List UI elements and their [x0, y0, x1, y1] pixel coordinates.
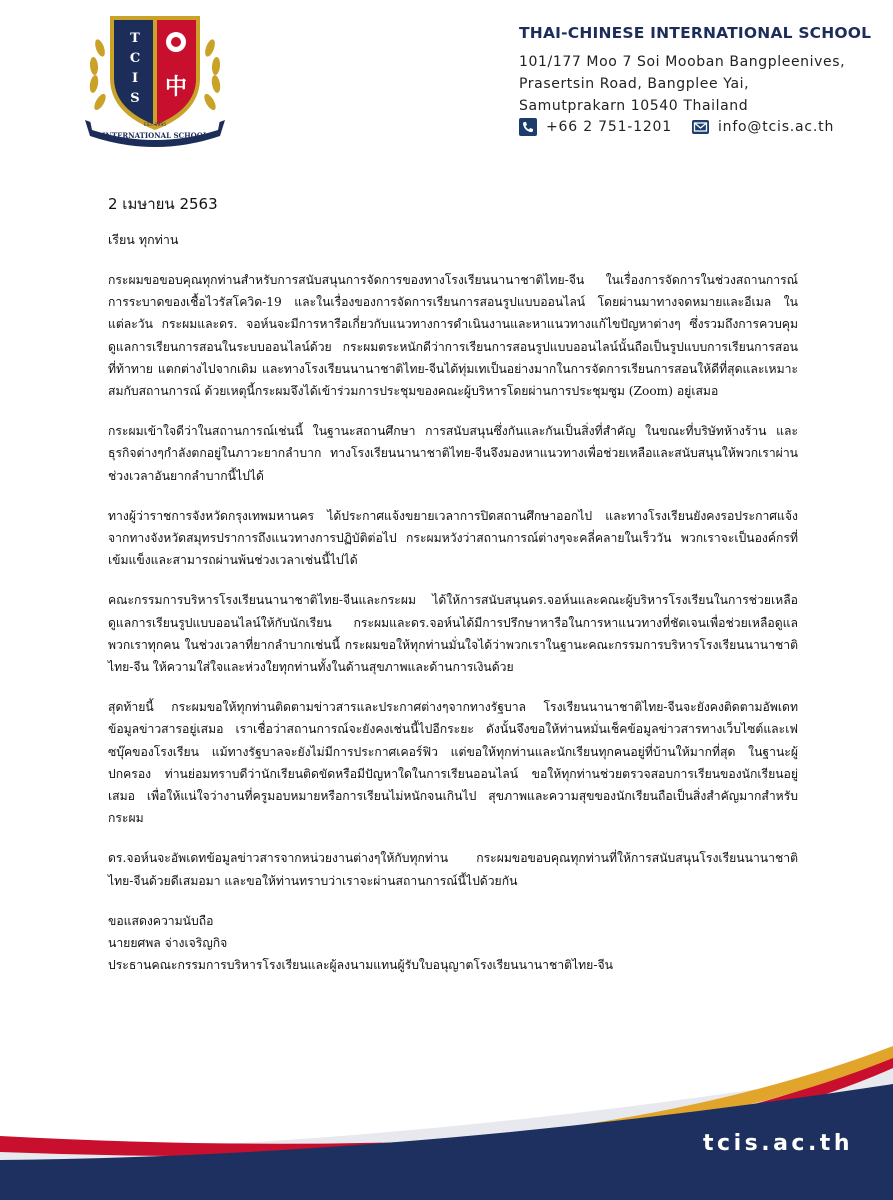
school-address: [519, 51, 845, 117]
salutation: เรียน ทุกท่าน: [108, 232, 179, 247]
closing-phrase: ขอแสดงความนับถือ: [108, 913, 214, 928]
signer-title: ประธานคณะกรรมการบริหารโรงเรียนและผู้ลงนามแทนผู้รับใบอนุญาตโรงเรียนนานาชาติไทย-จีน: [108, 958, 613, 973]
letter-paragraph: คณะกรรมการบริหารโรงเรียนนานาชาติไทย-จีนและกระผม ได้ให้การสนับสนุนดร.จอห์นและคณะผู้บริหารโรงเรียนในการช่วยเหลือดูแลการเรียนรูปแบบออนไลน์ให้กับนักเรียน กระผมและดร.จอห์นได้มีการปรึกษาหารือในการหาแนวทางที่ชัดเจนเพื่อช่วยเหลือดูแลพวกเราทุกคน ในช่วงเวลาที่ยากลำบากเช่นนี้ กระผมขอให้ทุกท่านมั่นใจได้ว่าพวกเราในฐานะคณะกรรมการบริหารโรงเรียนนานาชาติไทย-จีน ให้ความใส่ใจและห่วงใยทุกท่านทั้งในด้านสุขภาพและด้านการเงินด้วย: [108, 593, 798, 675]
contact-row: [519, 117, 834, 137]
letter-paragraph: กระผมขอขอบคุณทุกท่านสำหรับการสนับสนุนการจัดการของทางโรงเรียนนานาชาติไทย-จีน ในเรื่องการจัดการในช่วงสถานการณ์การระบาดของเชื้อไวรัสโควิด-19 และในเรื่องของการจัดการเรียนการสอนรูปแบบออนไลน์ โดยผ่านมาทางจดหมายและอีเมล ในแต่ละวัน กระผมและดร. จอห์นจะมีการหารือเกี่ยวกับแนวทางการดำเนินงานและหาแนวทางแก้ไขปัญหาต่างๆ ซึ่งรวมถึงการควบคุมดูแลการเรียนการสอนในระบบออนไลน์ด้วย กระผมตระหนักดีว่าการเรียนการสอนรูปแบบออนไลน์นั้นถือเป็นรูปแบบการเรียนการสอนที่ท้าทาย แตกต่างไปจากเดิม และทางโรงเรียนนานาชาติไทย-จีนได้ทุ่มเทเป็นอย่างมากในการจัดการเรียนการสอนให้ดีที่สุดและเหมาะสมกับสถานการณ์ ด้วยเหตุนี้กระผมจึงได้เข้าร่วมการประชุมของคณะผู้บริหารโดยผ่านการประชุมซูม (Zoom) อยู่เสมอ: [108, 273, 798, 399]
signature-block: [108, 910, 798, 977]
address-line: Prasertsin Road, Bangplee Yai,: [519, 76, 750, 92]
crest-center-glyph: 中: [164, 75, 188, 100]
email-address[interactable]: info@tcis.ac.th: [717, 119, 835, 135]
footer-website[interactable]: tcis.ac.th: [703, 1131, 853, 1156]
letter-paragraph: ดร.จอห์นจะอัพเดทข้อมูลข่าวสารจากหน่วยงานต่างๆให้กับทุกท่าน กระผมขอขอบคุณทุกท่านที่ให้การสนับสนุนโรงเรียนนานาชาติไทย-จีนด้วยดีเสมอมา และขอให้ท่านทราบว่าเราจะผ่านสถานการณ์นี้ไปด้วยกัน: [108, 851, 798, 888]
school-name: THAI-CHINESE INTERNATIONAL SCHOOL: [519, 24, 872, 42]
letter-date: 2 เมษายน 2563: [108, 195, 218, 213]
school-crest-logo: [80, 8, 230, 153]
crest-est-text: EST. 1995: [143, 123, 167, 128]
phone-icon: [519, 118, 537, 136]
letter-body: [108, 192, 798, 976]
phone-number[interactable]: +66 2 751-1201: [546, 119, 672, 135]
mail-icon: [692, 120, 709, 134]
address-line: Samutprakarn 10540 Thailand: [519, 98, 749, 114]
crest-letter: S: [130, 91, 140, 106]
letter-paragraph: ทางผู้ว่าราชการจังหวัดกรุงเทพมหานคร ได้ประกาศแจ้งขยายเวลาการปิดสถานศึกษาออกไป และทางโรงเรียนยังคงรอประกาศแจ้งจากทางจังหวัดสมุทรปราการถึงแนวทางการปฏิบัติต่อไป กระผมหวังว่าสถานการณ์ต่างๆจะคลี่คลายในเร็ววัน พวกเราจะเป็นองค์กรที่เข้มแข็งและสามารถผ่านพ้นช่วงเวลาเช่นนี้ไปได้: [108, 508, 798, 568]
address-line: 101/177 Moo 7 Soi Mooban Bangpleenives,: [519, 54, 846, 70]
crest-letter: I: [131, 71, 139, 86]
crest-banner-text: INTERNATIONAL SCHOOL: [102, 131, 208, 140]
crest-letter: T: [130, 31, 140, 46]
footer-band: [0, 1040, 893, 1200]
letter-paragraph: สุดท้ายนี้ กระผมขอให้ทุกท่านติดตามข่าวสารและประกาศต่างๆจากทางรัฐบาล โรงเรียนนานาชาติไทย-จีนจะยังคงติดตามอัพเดทข้อมูลข่าวสารอยู่เสมอ เราเชื่อว่าสถานการณ์จะยังคงเช่นนี้ไปอีกระยะ ดังนั้นจึงขอให้ท่านหมั่นเช็คข้อมูลข่าวสารทางเว็บไซต์และเฟซบุ๊คของโรงเรียน แม้ทางรัฐบาลจะยังไม่มีการประกาศเคอร์ฟิว แต่ขอให้ทุกท่านและนักเรียนทุกคนอยู่ที่บ้านให้มากที่สุด ในฐานะผู้ปกครอง ท่านย่อมทราบดีว่านักเรียนติดขัดหรือมีปัญหาใดในการเรียนออนไลน์ ขอให้ทุกท่านช่วยตรวจสอบการเรียนของนักเรียนอยู่เสมอ เพื่อให้แน่ใจว่างานที่ครูมอบหมายหรือการเรียนไม่หนักจนเกินไป สุขภาพและความสุขของนักเรียนถือเป็นสิ่งสำคัญมากสำหรับกระผม: [108, 700, 798, 826]
signer-name: นายยศพล จ่างเจริญกิจ: [108, 936, 228, 951]
crest-letter: C: [129, 51, 141, 66]
letter-paragraph: กระผมเข้าใจดีว่าในสถานการณ์เช่นนี้ ในฐานะสถานศึกษา การสนับสนุนซึ่งกันและกันเป็นสิ่งที่สำคัญ ในขณะที่บริษัทห้างร้าน และธุรกิจต่างๆกำลังตกอยู่ในภาวะยากลำบาก ทางโรงเรียนนานาชาติไทย-จีนจึงมองหาแนวทางเพื่อช่วยเหลือและสนับสนุนให้พวกเราผ่านช่วงเวลาอันยากลำบากนี้ไปได้: [108, 424, 798, 483]
